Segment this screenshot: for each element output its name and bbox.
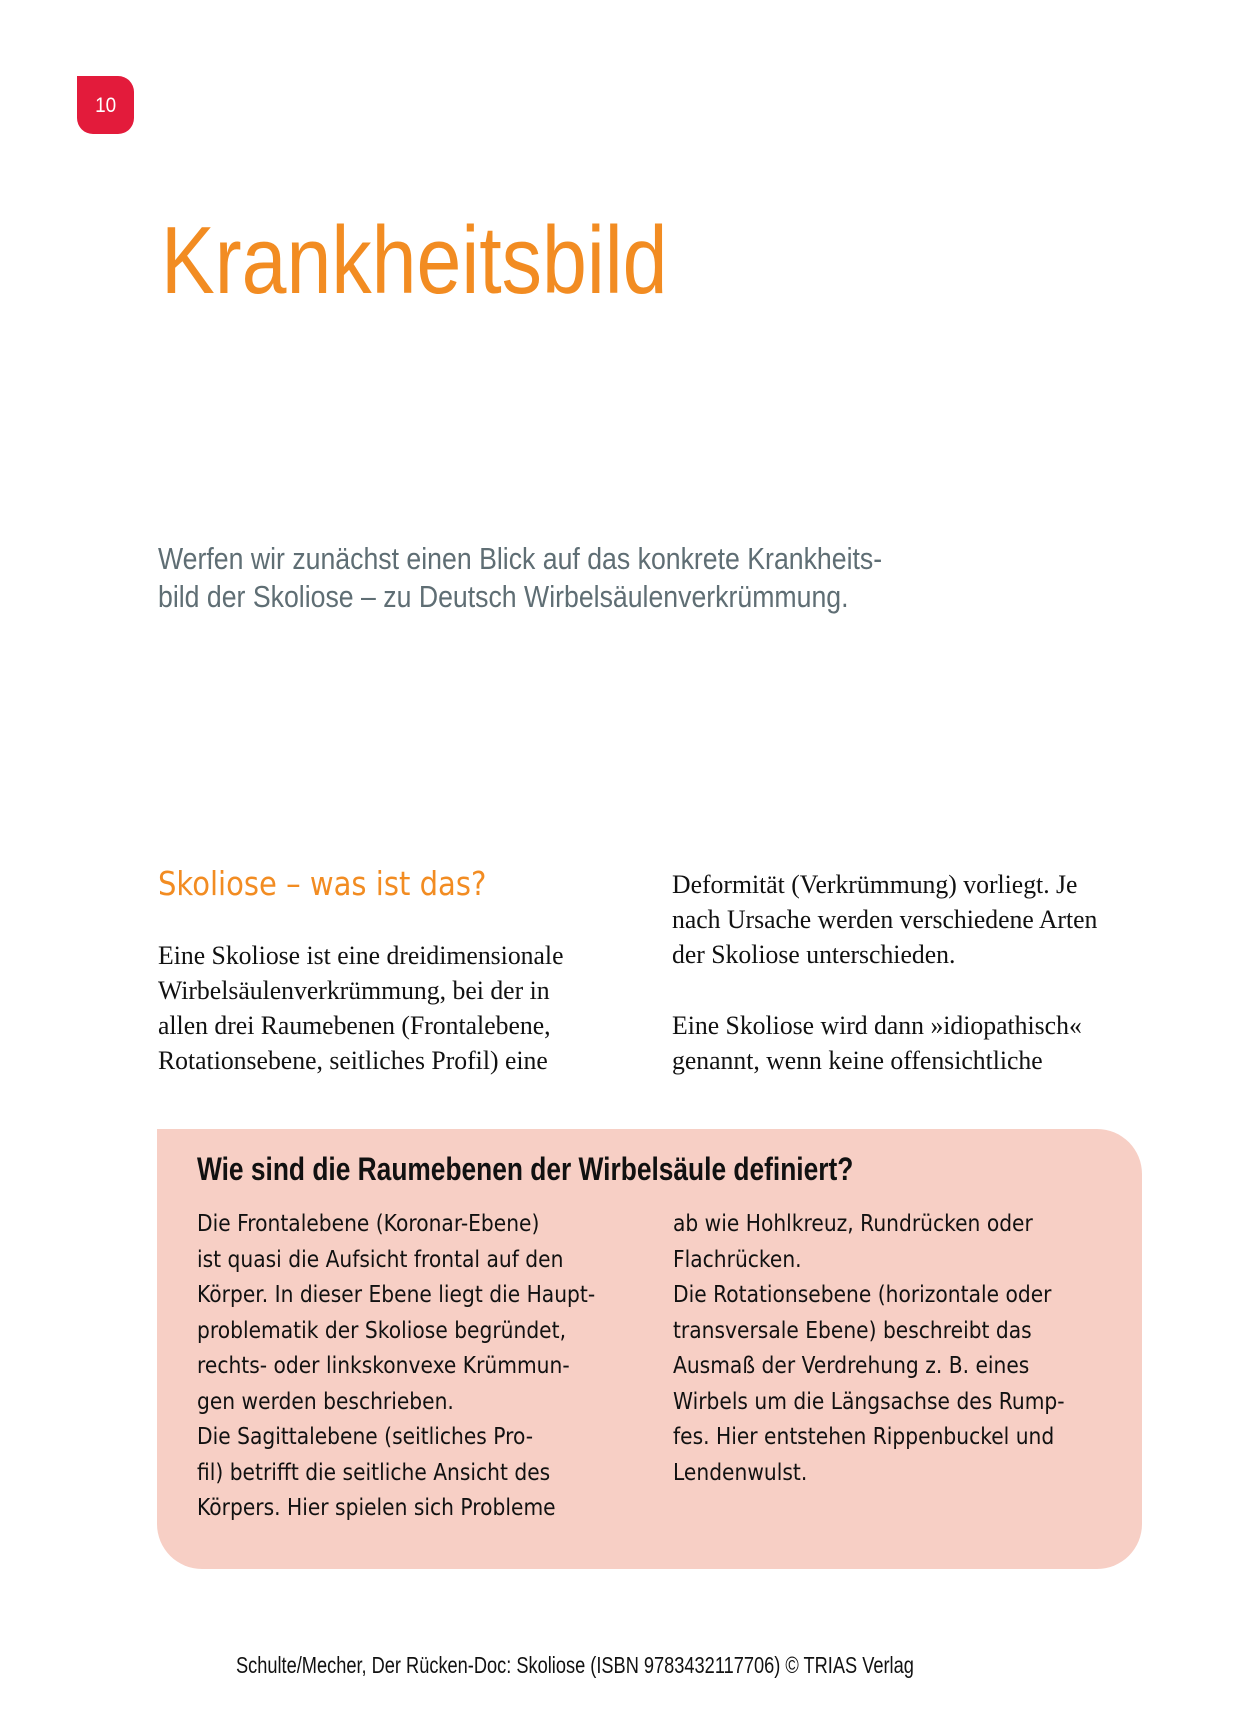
body-line: nach Ursache werden verschiedene Arten	[672, 904, 1098, 934]
info-line: rechts- oder linkskonvexe Krümmun-	[197, 1353, 570, 1379]
info-line: problematik der Skoliose begründet,	[197, 1317, 567, 1344]
info-line: Wirbels um die Längsachse des Rump-	[673, 1388, 1065, 1415]
info-line: ist quasi die Aufsicht frontal auf den	[197, 1246, 564, 1273]
info-line: transversale Ebene) beschreibt das	[673, 1317, 1032, 1344]
info-line: Die Rotationsebene (horizontale oder	[673, 1282, 1052, 1308]
body-line: Deformität (Verkrümmung) vorliegt. Je	[672, 869, 1078, 899]
body-line: Eine Skoliose ist eine dreidimensionale	[158, 940, 564, 970]
body-line: Eine Skoliose wird dann »idiopathisch«	[672, 1010, 1082, 1040]
body-line: allen drei Raumebenen (Frontalebene,	[158, 1010, 551, 1040]
body-line: Wirbelsäulenverkrümmung, bei der in	[158, 975, 550, 1005]
info-line: fil) betrifft die seitliche Ansicht des	[197, 1459, 551, 1486]
body-line: Rotationsebene, seitliches Profil) eine	[158, 1045, 548, 1075]
info-line: Ausmaß der Verdrehung z. B. eines	[673, 1353, 1030, 1379]
intro-line: Werfen wir zunächst einen Blick auf das konkrete Krankheits-	[158, 541, 883, 576]
footer-copyright: Schulte/Mecher, Der Rücken-Doc: Skoliose (ISBN 9783432117706) © TRIAS Verlag	[236, 1652, 914, 1678]
page-number-badge	[77, 76, 134, 134]
info-line: Die Frontalebene (Koronar-Ebene)	[197, 1211, 540, 1237]
section-heading: Skoliose – was ist das?	[158, 864, 487, 903]
info-line: Körpers. Hier spielen sich Probleme	[197, 1495, 556, 1521]
info-line: fes. Hier entstehen Rippenbuckel und	[673, 1424, 1055, 1450]
intro-line: bild der Skoliose – zu Deutsch Wirbelsäulenverkrümmung.	[158, 579, 849, 614]
info-line: gen werden beschrieben.	[197, 1388, 454, 1415]
chapter-title: Krankheitsbild	[161, 207, 668, 314]
info-line: Flachrücken.	[673, 1246, 802, 1273]
body-line: genannt, wenn keine offensichtliche	[672, 1045, 1043, 1075]
info-line: Die Sagittalebene (seitliches Pro-	[197, 1424, 534, 1450]
body-line: der Skoliose unterschieden.	[672, 939, 956, 969]
page-number: 10	[94, 94, 117, 117]
info-box-heading: Wie sind die Raumebenen der Wirbelsäule definiert?	[197, 1151, 854, 1187]
info-line: Körper. In dieser Ebene liegt die Haupt-	[197, 1282, 596, 1308]
info-line: ab wie Hohlkreuz, Rundrücken oder	[673, 1211, 1033, 1237]
info-line: Lendenwulst.	[673, 1459, 808, 1486]
